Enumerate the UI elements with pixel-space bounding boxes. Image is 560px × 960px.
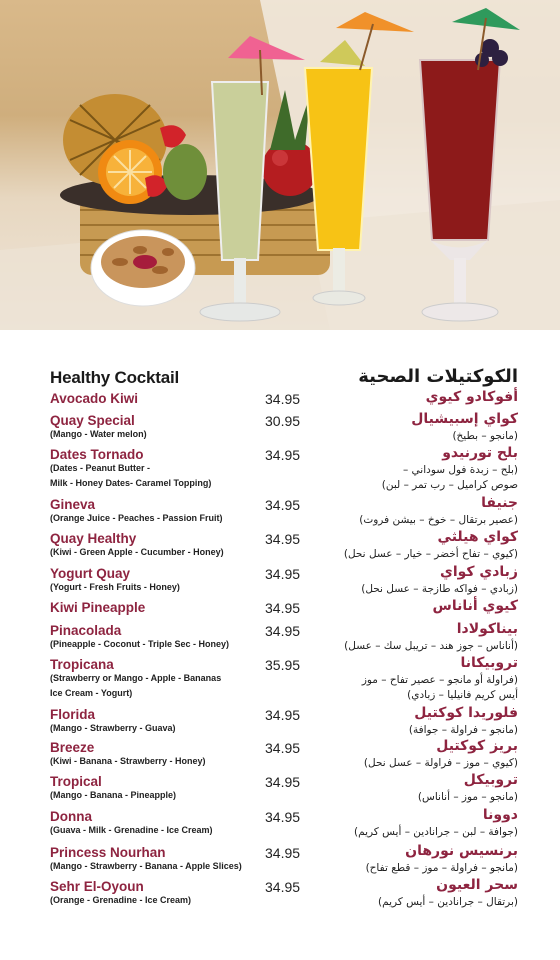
item-name-english: Quay Healthy — [50, 531, 137, 546]
item-description-english: (Pineapple - Coconut - Triple Sec - Honey) — [50, 639, 230, 649]
item-description-english: (Guava - Milk - Grenadine - Ice Cream) — [50, 825, 213, 835]
item-name-english: Pinacolada — [50, 623, 122, 638]
drinks-photo-illustration — [0, 0, 560, 330]
item-name-arabic: بريز كوكتيل — [436, 738, 518, 754]
item-price: 34.95 — [265, 497, 301, 513]
custard-apple-icon — [163, 144, 207, 200]
item-name-english: Tropicana — [50, 657, 114, 672]
item-description-arabic: (بلح – زبدة فول سوداني – صوص كراميل – رب تمر – لبن) — [381, 464, 518, 491]
item-name-english: Sehr El-Oyoun — [50, 879, 144, 894]
item-name-arabic: سحر العيون — [436, 877, 518, 893]
item-name-english: Tropical — [50, 774, 102, 789]
item-name-arabic: كواي هيلثي — [437, 529, 518, 545]
item-name-english: Florida — [50, 707, 96, 722]
item-description-english: (Strawberry or Mango - Apple - Bananas Ice Cream - Yogurt) — [50, 673, 222, 698]
item-name-english: Dates Tornado — [50, 447, 144, 462]
item-name-arabic: برنسيس نورهان — [405, 843, 518, 859]
item-description-arabic: (كيوي – موز – فراولة – عسل نحل) — [363, 757, 518, 769]
menu-section — [0, 330, 560, 960]
item-name-arabic: جنيفا — [481, 495, 518, 511]
item-description-english: (Kiwi - Banana - Strawberry - Honey) — [50, 756, 206, 766]
item-description-arabic: (أناناس – جوز هند – تريبل سك – عسل) — [344, 640, 518, 652]
item-price: 34.95 — [265, 600, 301, 616]
item-price: 34.95 — [265, 623, 301, 639]
item-name-english: Kiwi Pineapple — [50, 600, 146, 615]
item-name-arabic: كواي إسبيشيال — [411, 411, 518, 427]
item-description-english: (Yogurt - Fresh Fruits - Honey) — [50, 582, 180, 592]
drinks-photo — [0, 0, 560, 330]
item-price: 34.95 — [265, 774, 301, 790]
item-description-english: (Orange Juice - Peaches - Passion Fruit) — [50, 513, 223, 523]
item-price: 34.95 — [265, 845, 301, 861]
item-description-english: (Mango - Strawberry - Guava) — [50, 723, 176, 733]
nuts-bowl-icon — [91, 230, 195, 306]
item-name-arabic: أفوكادو كيوي — [425, 389, 518, 405]
item-description-arabic: (جوافة – لبن – جرانادين – أيس كريم) — [354, 826, 518, 838]
item-description-arabic: (مانجو – فراولة – جوافة) — [408, 724, 518, 736]
item-description-arabic: (برتقال – جرانادين – أيس كريم) — [377, 896, 518, 908]
item-description-arabic: (عصير برتقال – خوخ – بيشن فروت) — [359, 514, 518, 526]
item-name-english: Gineva — [50, 497, 96, 512]
item-name-arabic: زبادي كواي — [439, 564, 518, 580]
item-name-arabic: فلوريدا كوكتيل — [414, 705, 518, 721]
item-name-arabic: تروبيكل — [463, 772, 518, 788]
item-name-english: Yogurt Quay — [50, 566, 131, 581]
item-description-arabic: (مانجو – فراولة – موز – قطع تفاح) — [365, 862, 518, 874]
item-price: 34.95 — [265, 531, 301, 547]
item-name-arabic: كيوي أناناس — [432, 598, 518, 614]
item-price: 34.95 — [265, 809, 301, 825]
menu-title-arabic: الكوكتيلات الصحية — [358, 366, 518, 387]
item-price: 30.95 — [265, 413, 301, 429]
item-description-english: (Dates - Peanut Butter - Milk - Honey Dates- Caramel Topping) — [50, 463, 212, 488]
item-name-arabic: بلح تورنيدو — [442, 445, 518, 461]
item-description-arabic: (كيوي – تفاح أخضر – خيار – عسل نحل) — [343, 548, 518, 560]
item-name-arabic: بيناكولادا — [456, 621, 518, 637]
item-price: 35.95 — [265, 657, 301, 673]
item-price: 34.95 — [265, 740, 301, 756]
item-name-english: Princess Nourhan — [50, 845, 166, 860]
item-price: 34.95 — [265, 391, 301, 407]
item-description-english: (Mango - Water melon) — [50, 429, 147, 439]
item-description-arabic: (مانجو – بطيخ) — [452, 430, 518, 442]
item-name-english: Donna — [50, 809, 92, 824]
item-name-english: Avocado Kiwi — [50, 391, 139, 406]
item-name-arabic: تروبيكانا — [460, 655, 518, 671]
item-price: 34.95 — [265, 707, 301, 723]
item-price: 34.95 — [265, 447, 301, 463]
item-description-arabic: (مانجو – موز – أناناس) — [417, 791, 518, 803]
item-description-english: (Mango - Banana - Pineapple) — [50, 790, 177, 800]
item-price: 34.95 — [265, 566, 301, 582]
item-description-english: (Orange - Grenadine - Ice Cream) — [50, 895, 192, 905]
item-description-english: (Mango - Strawberry - Banana - Apple Slices) — [50, 861, 242, 871]
menu-title-english: Healthy Cocktail — [50, 368, 180, 387]
item-description-arabic: (زبادي – فواكه طازجة – عسل نحل) — [361, 583, 518, 595]
item-description-arabic: (فراولة أو مانجو – عصير تفاح – موز أيس كريم فانيليا – زبادي) — [361, 674, 518, 701]
item-name-english: Breeze — [50, 740, 95, 755]
item-price: 34.95 — [265, 879, 301, 895]
item-description-english: (Kiwi - Green Apple - Cucumber - Honey) — [50, 547, 224, 557]
item-name-english: Quay Special — [50, 413, 135, 428]
item-name-arabic: دوونا — [482, 807, 518, 823]
